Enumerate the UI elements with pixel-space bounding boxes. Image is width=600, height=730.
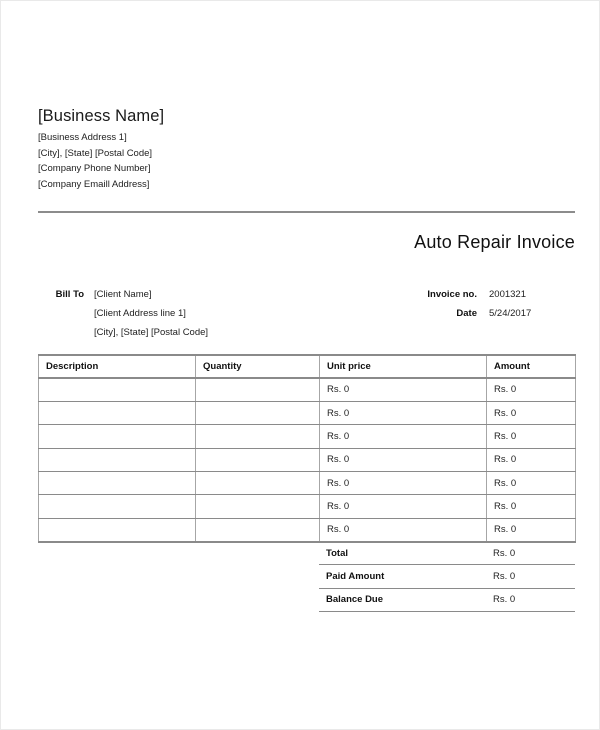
balance-due-label: Balance Due bbox=[319, 588, 486, 611]
cell-description[interactable] bbox=[39, 518, 196, 541]
cell-unit-price[interactable]: Rs. 0 bbox=[320, 495, 487, 518]
company-phone: [Company Phone Number] bbox=[38, 163, 151, 175]
invoice-sheet bbox=[38, 1, 575, 730]
line-items-header bbox=[39, 355, 576, 378]
totals-row-total bbox=[319, 542, 575, 565]
table-header-row bbox=[39, 355, 576, 378]
totals-table bbox=[319, 541, 575, 612]
cell-amount[interactable]: Rs. 0 bbox=[487, 472, 576, 495]
table-row bbox=[39, 518, 576, 541]
paid-amount-value[interactable]: Rs. 0 bbox=[486, 565, 575, 588]
invoice-number-value: 2001321 bbox=[489, 289, 526, 300]
invoice-date-value: 5/24/2017 bbox=[489, 307, 532, 319]
company-name: [Business Name] bbox=[38, 107, 165, 125]
cell-description[interactable] bbox=[39, 378, 196, 401]
table-row bbox=[39, 472, 576, 495]
line-items-table bbox=[38, 354, 576, 543]
page-title: Auto Repair Invoice bbox=[414, 232, 575, 252]
bill-to-row bbox=[38, 324, 338, 343]
column-header-quantity: Quantity bbox=[196, 355, 320, 378]
invoice-number-row bbox=[365, 286, 575, 305]
bill-to-block bbox=[38, 286, 338, 342]
client-name: [Client Name] bbox=[94, 289, 152, 300]
company-address-line-2: [City], [State] [Postal Code] bbox=[38, 147, 153, 159]
cell-amount[interactable]: Rs. 0 bbox=[487, 448, 576, 471]
totals-row-paid-amount bbox=[319, 565, 575, 588]
client-address-line-2: [City], [State] [Postal Code] bbox=[94, 326, 209, 338]
paid-amount-label: Paid Amount bbox=[319, 565, 486, 588]
cell-amount[interactable]: Rs. 0 bbox=[487, 425, 576, 448]
cell-unit-price[interactable]: Rs. 0 bbox=[320, 378, 487, 401]
total-label: Total bbox=[319, 542, 486, 565]
cell-description[interactable] bbox=[39, 448, 196, 471]
cell-unit-price[interactable]: Rs. 0 bbox=[320, 448, 487, 471]
total-value[interactable]: Rs. 0 bbox=[486, 542, 575, 565]
cell-description[interactable] bbox=[39, 495, 196, 518]
client-address-line-1: [Client Address line 1] bbox=[94, 307, 186, 319]
bill-to-row bbox=[38, 286, 338, 305]
table-row bbox=[39, 448, 576, 471]
line-items-body bbox=[39, 378, 576, 542]
balance-due-value[interactable]: Rs. 0 bbox=[486, 588, 575, 611]
invoice-meta-block bbox=[365, 286, 575, 324]
table-row bbox=[39, 378, 576, 401]
table-row bbox=[39, 401, 576, 424]
cell-quantity[interactable] bbox=[196, 472, 320, 495]
column-header-description: Description bbox=[39, 355, 196, 378]
company-header bbox=[38, 106, 368, 192]
cell-quantity[interactable] bbox=[196, 378, 320, 401]
table-row bbox=[39, 495, 576, 518]
cell-amount[interactable]: Rs. 0 bbox=[487, 378, 576, 401]
table-row bbox=[39, 425, 576, 448]
cell-description[interactable] bbox=[39, 401, 196, 424]
cell-unit-price[interactable]: Rs. 0 bbox=[320, 401, 487, 424]
cell-amount[interactable]: Rs. 0 bbox=[487, 518, 576, 541]
invoice-number-label: Invoice no. bbox=[427, 289, 477, 300]
bill-to-row bbox=[38, 305, 338, 324]
cell-amount[interactable]: Rs. 0 bbox=[487, 495, 576, 518]
cell-quantity[interactable] bbox=[196, 425, 320, 448]
bill-to-label: Bill To bbox=[55, 289, 84, 300]
column-header-unit-price: Unit price bbox=[320, 355, 487, 378]
cell-unit-price[interactable]: Rs. 0 bbox=[320, 425, 487, 448]
cell-description[interactable] bbox=[39, 472, 196, 495]
cell-quantity[interactable] bbox=[196, 495, 320, 518]
cell-unit-price[interactable]: Rs. 0 bbox=[320, 518, 487, 541]
cell-quantity[interactable] bbox=[196, 401, 320, 424]
company-email: [Company Emaill Address] bbox=[38, 178, 150, 190]
totals-row-balance-due bbox=[319, 588, 575, 611]
invoice-date-row bbox=[365, 305, 575, 324]
cell-unit-price[interactable]: Rs. 0 bbox=[320, 472, 487, 495]
company-address-line-1: [Business Address 1] bbox=[38, 132, 127, 143]
cell-quantity[interactable] bbox=[196, 448, 320, 471]
column-header-amount: Amount bbox=[487, 355, 576, 378]
invoice-date-label: Date bbox=[456, 307, 477, 319]
cell-quantity[interactable] bbox=[196, 518, 320, 541]
header-divider bbox=[38, 211, 575, 213]
cell-amount[interactable]: Rs. 0 bbox=[487, 401, 576, 424]
cell-description[interactable] bbox=[39, 425, 196, 448]
